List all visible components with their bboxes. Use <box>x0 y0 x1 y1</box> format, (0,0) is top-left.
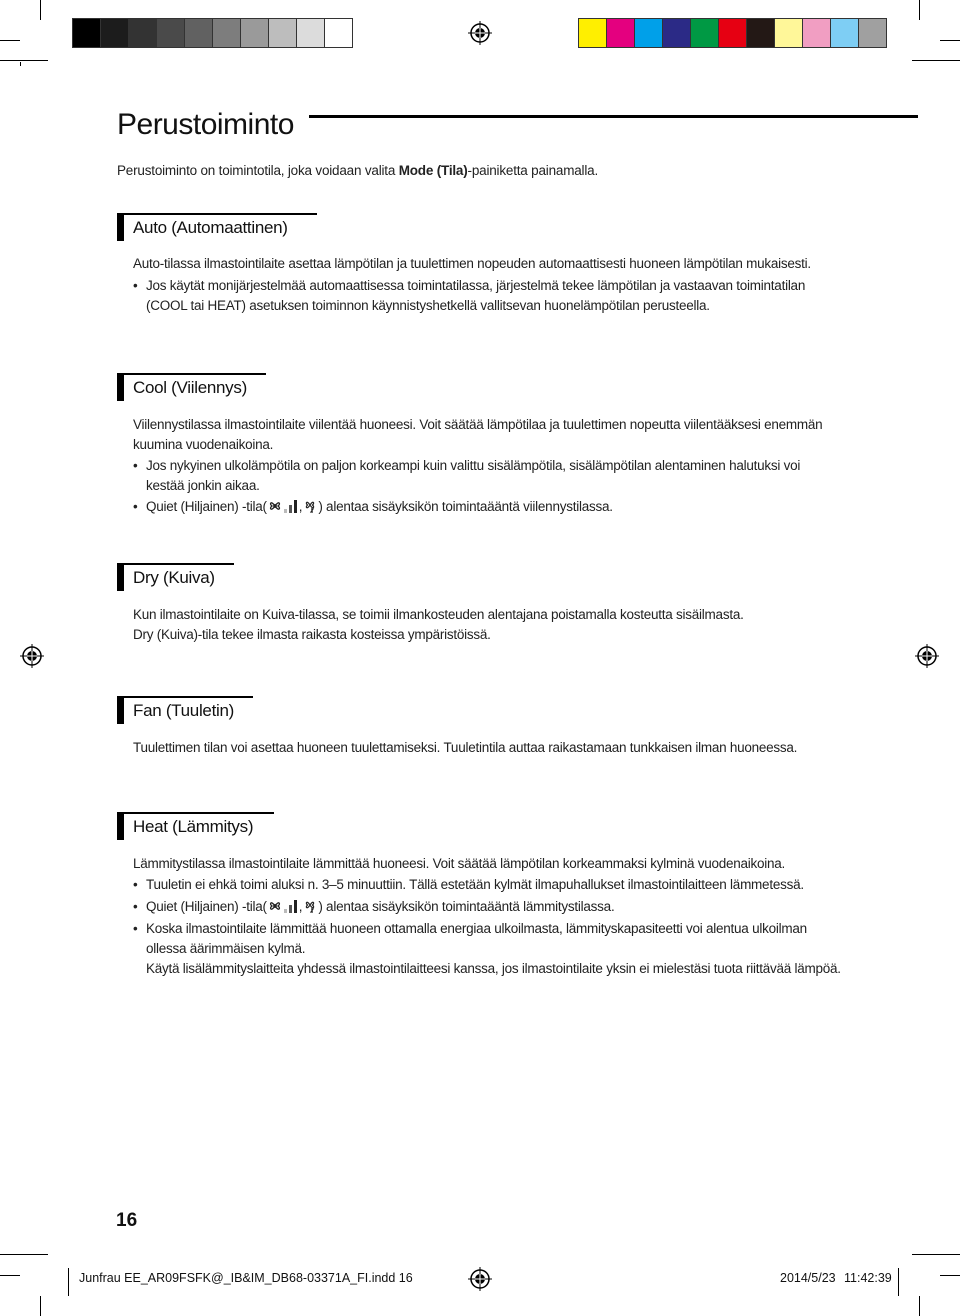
section-rule <box>117 812 274 814</box>
fan-quiet-icon <box>267 498 283 514</box>
bullet: • <box>133 499 138 514</box>
bullet-text-end: ) alentaa sisäyksikön toimintaääntä lämmitystilassa. <box>318 899 615 914</box>
section-marker <box>117 563 124 591</box>
crop-mark <box>919 0 920 20</box>
color-swatch <box>718 18 747 48</box>
bullet: • <box>133 278 138 293</box>
heat-bullet-text <box>146 919 846 979</box>
section-title-auto: Auto (Automaattinen) <box>133 218 288 237</box>
crop-mark <box>68 1268 69 1296</box>
grayscale-bar <box>72 18 352 48</box>
footer-time: 11:42:39 <box>844 1271 892 1285</box>
title-rule <box>309 115 918 118</box>
color-swatch <box>578 18 607 48</box>
grayscale-swatch <box>100 18 129 48</box>
bullet-line: ollessa äärimmäisen kylmä. <box>146 941 306 956</box>
grayscale-swatch <box>324 18 353 48</box>
heat-bullet-text <box>146 897 846 917</box>
para-line: kuumina vuodenaikoina. <box>133 437 274 452</box>
color-swatch <box>746 18 775 48</box>
para-line: Dry (Kuiva)-tila tekee ilmasta raikasta kosteissa ympäristöissä. <box>133 627 491 642</box>
bullet-line: Jos nykyinen ulkolämpötila on paljon korkeampi kuin valittu sisälämpötila, sisälämpötilan alentaminen halutuksi voi <box>146 458 801 473</box>
signal-bars-icon <box>283 898 299 914</box>
color-swatch <box>802 18 831 48</box>
page-title: Perustoiminto <box>117 108 294 141</box>
grayscale-swatch <box>268 18 297 48</box>
intro-text <box>117 163 598 178</box>
para-line: Kun ilmastointilaite on Kuiva-tilassa, se toimii ilmankosteuden alentajana poistamalla kosteutta sisäilmasta. <box>133 607 744 622</box>
crop-mark <box>940 40 960 41</box>
crop-mark <box>40 1296 41 1316</box>
bullet-comma: , <box>298 499 303 514</box>
auto-bullet-text <box>146 276 846 316</box>
fan-quiet-icon <box>267 898 283 914</box>
registration-mark-icon <box>468 21 492 45</box>
bullet-text-start: Quiet (Hiljainen) -tila( <box>146 899 267 914</box>
crop-mark <box>912 60 960 61</box>
bullet: • <box>133 877 138 892</box>
section-rule <box>117 696 253 698</box>
bullet-text-start: Quiet (Hiljainen) -tila( <box>146 499 267 514</box>
section-title-dry: Dry (Kuiva) <box>133 568 215 587</box>
section-marker <box>117 812 124 840</box>
crop-mark <box>0 40 20 41</box>
intro-text-start: Perustoiminto on toimintotila, joka voidaan valita <box>117 163 399 178</box>
section-marker <box>117 213 124 241</box>
para-line: Viilennystilassa ilmastointilaite viilentää huoneesi. Voit säätää lämpötilaa ja tuulettimen nopeutta viilentääksesi enemmän <box>133 417 823 432</box>
mode-button-name: Mode (Tila) <box>398 163 468 178</box>
color-swatch <box>690 18 719 48</box>
fan-paragraph: Tuulettimen tilan voi asettaa huoneen tuulettamiseksi. Tuuletintila auttaa raikastamaan tunkkaisen ilman huoneessa. <box>133 740 798 755</box>
registration-mark-icon <box>20 644 44 668</box>
crop-mark <box>0 60 48 61</box>
cool-paragraph <box>133 415 853 455</box>
color-swatch <box>662 18 691 48</box>
crop-mark <box>912 1254 960 1255</box>
footer-date: 2014/5/23 <box>780 1271 836 1285</box>
dry-paragraph <box>133 605 853 645</box>
grayscale-swatch <box>212 18 241 48</box>
footer-filename: Junfrau EE_AR09FSFK@_IB&IM_DB68-03371A_FI.indd 16 <box>79 1271 413 1285</box>
section-rule <box>117 563 234 565</box>
cool-bullet-text <box>146 497 846 517</box>
section-rule <box>117 373 266 375</box>
crop-mark <box>40 0 41 20</box>
signal-bars-icon <box>283 498 299 514</box>
section-marker <box>117 696 124 724</box>
heat-bullet-text: Tuuletin ei ehkä toimi aluksi n. 3–5 minuuttiin. Tällä estetään kylmät ilmapuhallukset ilmastointilaitteen lämmetessä. <box>146 877 804 892</box>
color-bar <box>578 18 886 48</box>
grayscale-swatch <box>296 18 325 48</box>
page-number: 16 <box>116 1210 138 1231</box>
crop-mark <box>898 1268 899 1296</box>
crop-mark <box>0 1254 48 1255</box>
grayscale-swatch <box>240 18 269 48</box>
grayscale-swatch <box>72 18 101 48</box>
crop-mark <box>20 62 21 66</box>
intro-text-end: -painiketta painamalla. <box>467 163 599 178</box>
bullet-line: kestää jonkin aikaa. <box>146 478 260 493</box>
section-rule <box>117 213 317 215</box>
bullet-line: Jos käytät monijärjestelmää automaattisessa toimintatilassa, järjestelmä tekee lämpötilan ja vastaavan toimintatilan <box>146 278 806 293</box>
grayscale-swatch <box>184 18 213 48</box>
crop-mark <box>919 1296 920 1316</box>
color-swatch <box>858 18 887 48</box>
bullet-line: (COOL tai HEAT) asetuksen toiminnon käynnistyshetkellä vallitsevan huonelämpötilan perusteella. <box>146 298 710 313</box>
quiet-mode-icon <box>302 498 318 514</box>
grayscale-swatch <box>156 18 185 48</box>
color-swatch <box>830 18 859 48</box>
grayscale-swatch <box>128 18 157 48</box>
crop-mark <box>0 1275 20 1276</box>
bullet-comma: , <box>298 899 303 914</box>
section-marker <box>117 373 124 401</box>
color-swatch <box>634 18 663 48</box>
color-swatch <box>606 18 635 48</box>
section-title-cool: Cool (Viilennys) <box>133 378 247 397</box>
bullet: • <box>133 899 138 914</box>
bullet-line: Koska ilmastointilaite lämmittää huoneen ottamalla energiaa ulkoilmasta, lämmityskapasiteetti voi alentua ulkoilman <box>146 921 807 936</box>
bullet: • <box>133 921 138 936</box>
bullet: • <box>133 458 138 473</box>
quiet-mode-icon <box>302 898 318 914</box>
color-swatch <box>774 18 803 48</box>
heat-paragraph: Lämmitystilassa ilmastointilaite lämmittää huoneesi. Voit säätää lämpötilan korkeammaksi kylminä vuodenaikoina. <box>133 856 786 871</box>
cool-bullet-text <box>146 456 846 496</box>
auto-paragraph: Auto-tilassa ilmastointilaite asettaa lämpötilan ja tuulettimen nopeuden automaattisesti huoneen lämpötilan mukaisesti. <box>133 256 811 271</box>
bullet-line: Käytä lisälämmityslaitteita yhdessä ilmastointilaitteesi kanssa, jos ilmastointilaite yksin ei mielestäsi tuota riittävää lämpöä. <box>146 961 841 976</box>
bullet-text-end: ) alentaa sisäyksikön toimintaääntä viilennystilassa. <box>318 499 613 514</box>
registration-mark-icon <box>468 1267 492 1291</box>
registration-mark-icon <box>915 644 939 668</box>
section-title-fan: Fan (Tuuletin) <box>133 701 234 720</box>
crop-mark <box>940 1275 960 1276</box>
section-title-heat: Heat (Lämmitys) <box>133 817 254 836</box>
